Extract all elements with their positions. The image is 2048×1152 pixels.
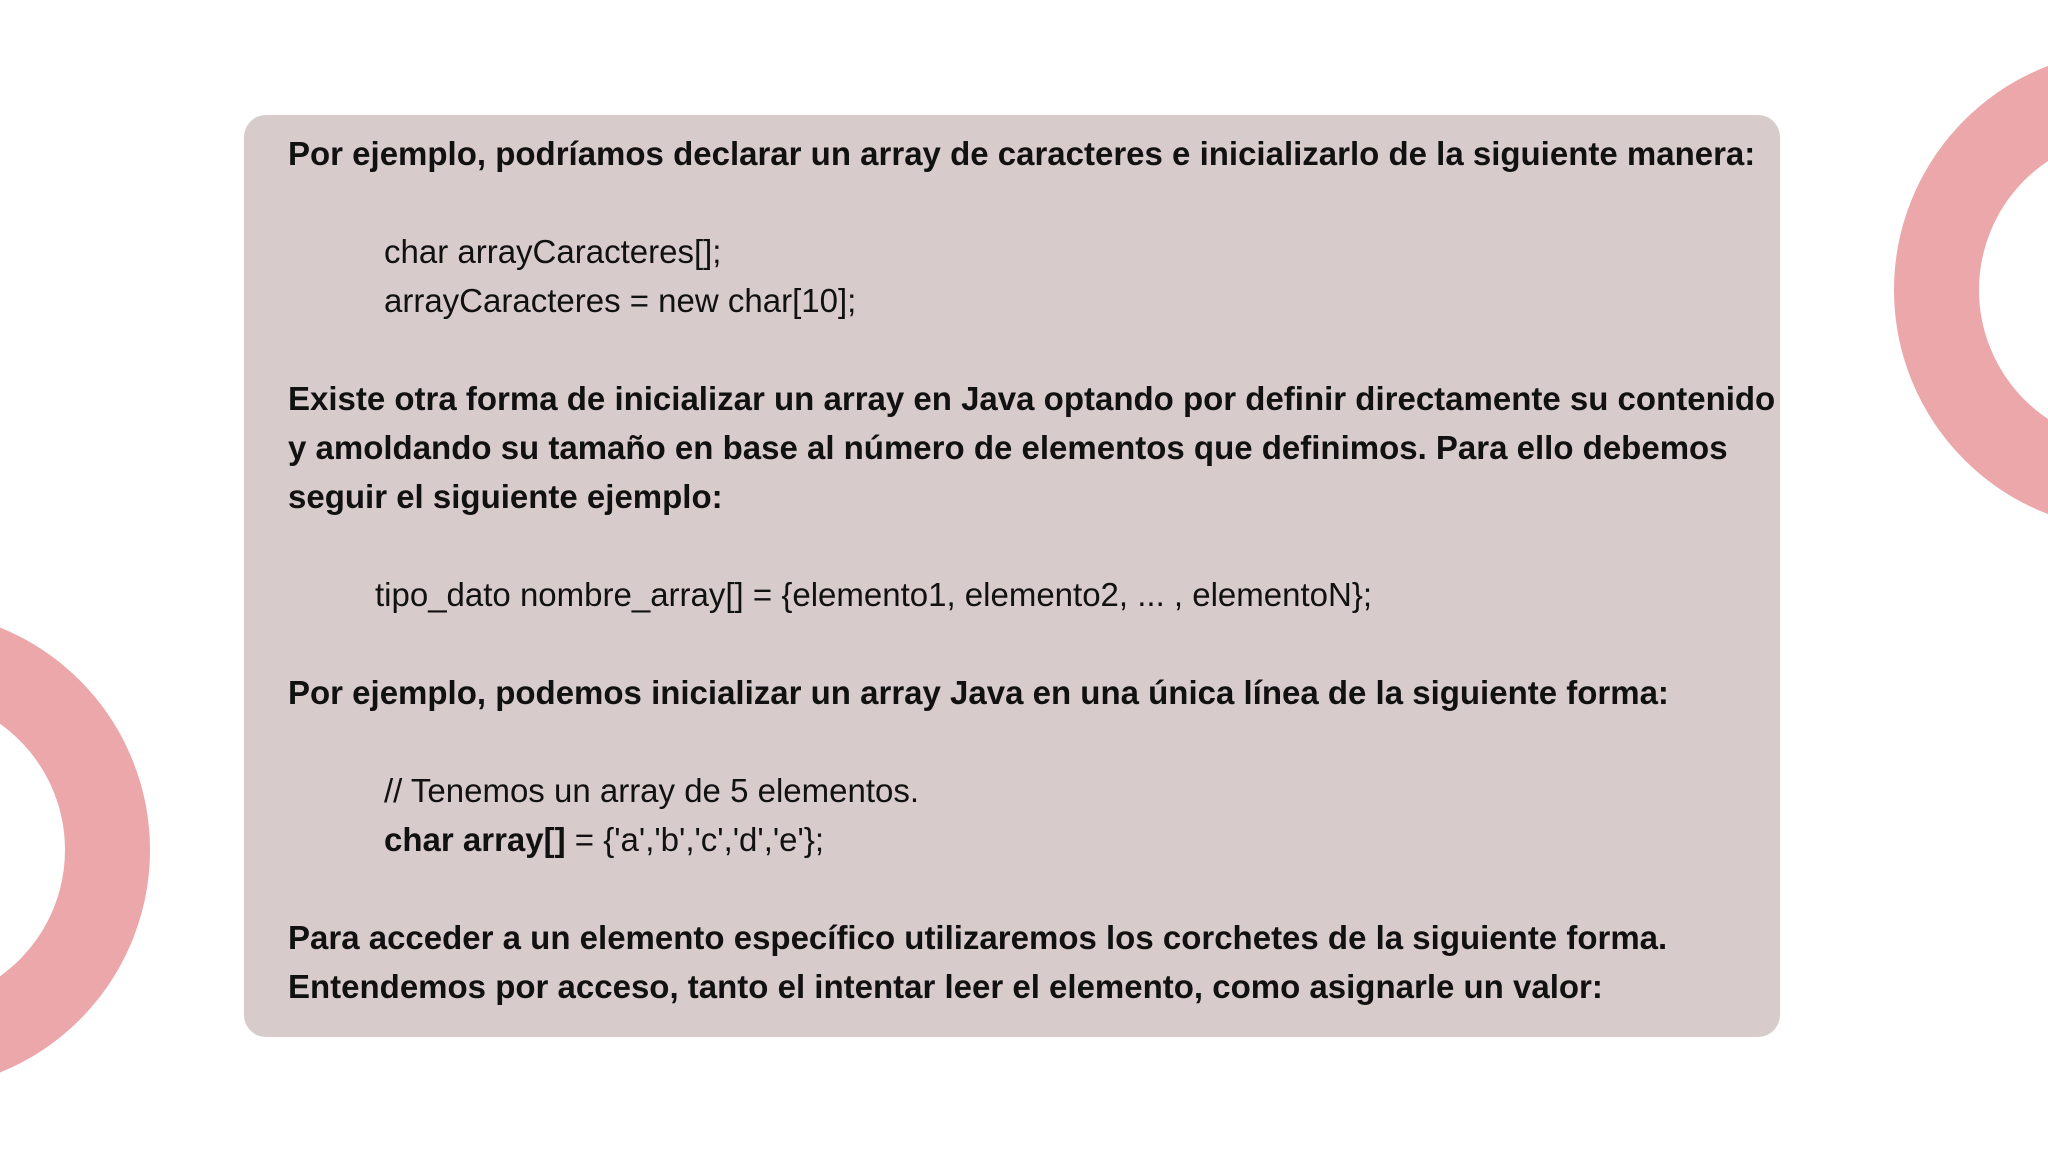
spacer [288, 864, 1740, 913]
code-line: char arrayCaracteres[]; [384, 233, 722, 270]
decorative-ring-left [0, 610, 150, 1090]
paragraph-line: Para acceder a un elemento específico utilizaremos los corchetes de la siguiente forma. [288, 919, 1668, 956]
spacer [288, 325, 1740, 374]
content-card [244, 115, 1780, 1037]
spacer [288, 619, 1740, 668]
paragraph-example: Por ejemplo, podemos inicializar un array Java en una única línea de la siguiente forma: [288, 674, 1669, 711]
spacer [288, 717, 1740, 766]
decorative-ring-right [1894, 50, 2048, 530]
spacer [288, 521, 1740, 570]
paragraph-intro: Por ejemplo, podríamos declarar un array de caracteres e inicializarlo de la siguiente manera: [288, 135, 1756, 172]
paragraph-line: y amoldando su tamaño en base al número de elementos que definimos. Para ello debemos [288, 429, 1728, 466]
code-comment: // Tenemos un array de 5 elementos. [384, 772, 920, 809]
code-declaration [288, 815, 1740, 864]
spacer [288, 178, 1740, 227]
paragraph-line: seguir el siguiente ejemplo: [288, 478, 723, 515]
code-declaration-name: char array[] [384, 821, 566, 858]
code-line: arrayCaracteres = new char[10]; [384, 282, 857, 319]
code-line: tipo_dato nombre_array[] = {elemento1, elemento2, ... , elementoN}; [375, 576, 1373, 613]
paragraph-line: Entendemos por acceso, tanto el intentar leer el elemento, como asignarle un valor: [288, 968, 1603, 1005]
code-declaration-value: = {'a','b','c','d','e'}; [565, 821, 825, 858]
paragraph-line: Existe otra forma de inicializar un array en Java optando por definir directamente su contenido [288, 380, 1776, 417]
